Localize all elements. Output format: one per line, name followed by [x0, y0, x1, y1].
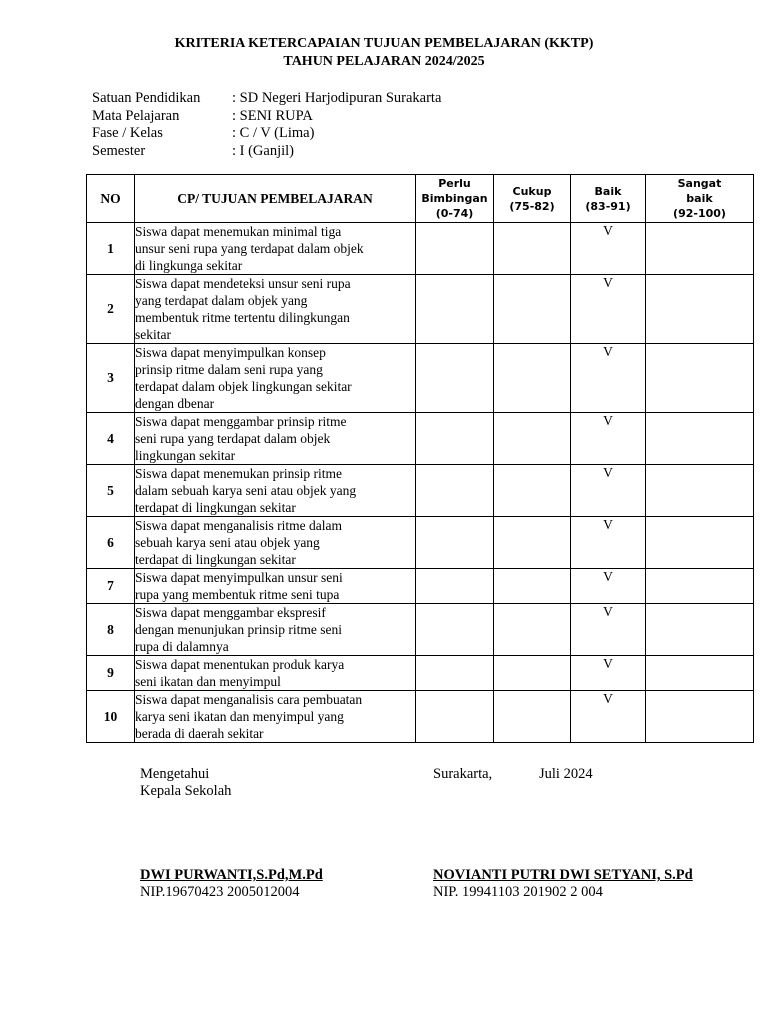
- mark-perlu: [416, 656, 494, 691]
- mark-sangat: [646, 569, 754, 604]
- info-row-fase: [92, 125, 441, 143]
- objective-description: [135, 413, 416, 465]
- info-label: Semester: [92, 142, 146, 159]
- description-line: terdapat dalam objek lingkungan sekitar: [135, 379, 352, 394]
- description-line: Siswa dapat menggambar prinsip ritme: [135, 414, 347, 429]
- table-row: [87, 413, 754, 465]
- description-line: Siswa dapat menggambar ekspresif: [135, 605, 326, 620]
- table-row: [87, 223, 754, 275]
- mark-cukup: [494, 275, 571, 344]
- row-number: 1: [87, 223, 135, 275]
- mark-baik: V: [571, 656, 646, 691]
- principal-name: DWI PURWANTI,S.Pd,M.Pd: [140, 867, 323, 883]
- description-line: rupa di dalamnya: [135, 639, 229, 654]
- mark-cukup: [494, 569, 571, 604]
- description-line: sebuah karya seni atau objek yang: [135, 535, 320, 550]
- mark-sangat: [646, 223, 754, 275]
- place-label: Surakarta,: [433, 766, 493, 782]
- mark-perlu: [416, 517, 494, 569]
- mark-baik: V: [571, 275, 646, 344]
- row-number: 5: [87, 465, 135, 517]
- table-row: [87, 517, 754, 569]
- row-number: 9: [87, 656, 135, 691]
- row-number: 7: [87, 569, 135, 604]
- description-line: karya seni ikatan dan menyimpul yang: [135, 709, 344, 724]
- info-value: : I (Ganjil): [232, 142, 295, 159]
- mark-perlu: [416, 223, 494, 275]
- description-line: membentuk ritme tertentu dilingkungan: [135, 310, 350, 325]
- objective-description: [135, 223, 416, 275]
- mark-cukup: [494, 413, 571, 465]
- description-line: yang terdapat dalam objek yang: [135, 293, 308, 308]
- description-line: terdapat di lingkungan sekitar: [135, 552, 296, 567]
- table-row: [87, 275, 754, 344]
- info-row-mapel: [92, 108, 441, 126]
- mark-sangat: [646, 517, 754, 569]
- mark-perlu: [416, 465, 494, 517]
- info-value: : SENI RUPA: [232, 107, 313, 124]
- description-line: seni rupa yang terdapat dalam objek: [135, 431, 331, 446]
- row-number: 2: [87, 275, 135, 344]
- description-line: rupa yang membentuk ritme seni tupa: [135, 587, 340, 602]
- mark-perlu: [416, 691, 494, 743]
- document-subtitle: TAHUN PELAJARAN 2024/2025: [283, 54, 485, 69]
- objective-description: [135, 604, 416, 656]
- row-number: 6: [87, 517, 135, 569]
- mark-sangat: [646, 604, 754, 656]
- description-line: Siswa dapat menyimpulkan unsur seni: [135, 570, 343, 585]
- description-line: unsur seni rupa yang terdapat dalam objek: [135, 241, 364, 256]
- objective-description: [135, 691, 416, 743]
- mark-cukup: [494, 604, 571, 656]
- info-row-semester: [92, 143, 441, 161]
- description-line: dengan dbenar: [135, 396, 215, 411]
- description-line: di lingkunga sekitar: [135, 258, 243, 273]
- row-number: 8: [87, 604, 135, 656]
- mark-sangat: [646, 656, 754, 691]
- mengetahui-label: Mengetahui: [140, 766, 210, 782]
- mark-sangat: [646, 344, 754, 413]
- row-number: 4: [87, 413, 135, 465]
- identity-block: [92, 90, 441, 160]
- description-line: Siswa dapat mendeteksi unsur seni rupa: [135, 276, 351, 291]
- mark-sangat: [646, 465, 754, 517]
- description-line: Siswa dapat menentukan produk karya: [135, 657, 345, 672]
- mark-baik: V: [571, 604, 646, 656]
- mark-sangat: [646, 691, 754, 743]
- row-number: 10: [87, 691, 135, 743]
- mark-perlu: [416, 413, 494, 465]
- mark-cukup: [494, 656, 571, 691]
- table-row: [87, 344, 754, 413]
- principal-nip: NIP.19670423 2005012004: [140, 884, 300, 900]
- document-title: KRITERIA KETERCAPAIAN TUJUAN PEMBELAJARAN (KKTP): [174, 36, 594, 51]
- teacher-nip: NIP. 19941103 201902 2 004: [433, 884, 603, 900]
- teacher-name: NOVIANTI PUTRI DWI SETYANI, S.Pd: [433, 867, 693, 883]
- table-row: [87, 569, 754, 604]
- mark-cukup: [494, 465, 571, 517]
- table-row: [87, 604, 754, 656]
- mark-perlu: [416, 344, 494, 413]
- description-line: dalam sebuah karya seni atau objek yang: [135, 483, 357, 498]
- mark-baik: V: [571, 569, 646, 604]
- objective-description: [135, 569, 416, 604]
- description-line: lingkungan sekitar: [135, 448, 236, 463]
- info-value: : SD Negeri Harjodipuran Surakarta: [232, 90, 442, 106]
- header-tujuan-pembelajaran: CP/ TUJUAN PEMBELAJARAN: [135, 175, 416, 223]
- description-line: prinsip ritme dalam seni rupa yang: [135, 362, 323, 377]
- info-row-satuan: [92, 90, 441, 108]
- description-line: Siswa dapat menyimpulkan konsep: [135, 345, 326, 360]
- header-baik: Baik (83-91): [571, 175, 646, 223]
- header-perlu-bimbingan: Perlu Bimbingan (0-74): [416, 175, 494, 223]
- mark-baik: V: [571, 344, 646, 413]
- description-line: Siswa dapat menemukan prinsip ritme: [135, 466, 342, 481]
- objective-description: [135, 344, 416, 413]
- date-label: Juli 2024: [539, 766, 593, 782]
- objective-description: [135, 517, 416, 569]
- description-line: Siswa dapat menganalisis ritme dalam: [135, 518, 342, 533]
- kepala-sekolah-label: Kepala Sekolah: [140, 783, 232, 799]
- mark-sangat: [646, 275, 754, 344]
- description-line: sekitar: [135, 327, 171, 342]
- mark-baik: V: [571, 465, 646, 517]
- kktp-table: [86, 174, 754, 743]
- info-label: Satuan Pendidikan: [92, 90, 201, 106]
- objective-description: [135, 275, 416, 344]
- description-line: Siswa dapat menemukan minimal tiga: [135, 224, 342, 239]
- description-line: terdapat di lingkungan sekitar: [135, 500, 296, 515]
- table-row: [87, 656, 754, 691]
- info-label: Fase / Kelas: [92, 125, 163, 141]
- mark-baik: V: [571, 691, 646, 743]
- header-no: NO: [87, 175, 135, 223]
- mark-cukup: [494, 517, 571, 569]
- mark-cukup: [494, 344, 571, 413]
- description-line: seni ikatan dan menyimpul: [135, 674, 281, 689]
- description-line: dengan menunjukan prinsip ritme seni: [135, 622, 342, 637]
- info-label: Mata Pelajaran: [92, 107, 180, 124]
- header-cukup: Cukup (75-82): [494, 175, 571, 223]
- mark-baik: V: [571, 413, 646, 465]
- header-sangat-baik: Sangat baik (92-100): [646, 175, 754, 223]
- objective-description: [135, 465, 416, 517]
- table-header-row: [87, 175, 754, 223]
- info-value: : C / V (Lima): [232, 125, 315, 141]
- description-line: berada di daerah sekitar: [135, 726, 264, 741]
- mark-perlu: [416, 569, 494, 604]
- row-number: 3: [87, 344, 135, 413]
- mark-sangat: [646, 413, 754, 465]
- mark-baik: V: [571, 223, 646, 275]
- objective-description: [135, 656, 416, 691]
- table-row: [87, 465, 754, 517]
- mark-cukup: [494, 223, 571, 275]
- mark-cukup: [494, 691, 571, 743]
- table-row: [87, 691, 754, 743]
- mark-perlu: [416, 604, 494, 656]
- description-line: Siswa dapat menganalisis cara pembuatan: [135, 692, 363, 707]
- mark-perlu: [416, 275, 494, 344]
- mark-baik: V: [571, 517, 646, 569]
